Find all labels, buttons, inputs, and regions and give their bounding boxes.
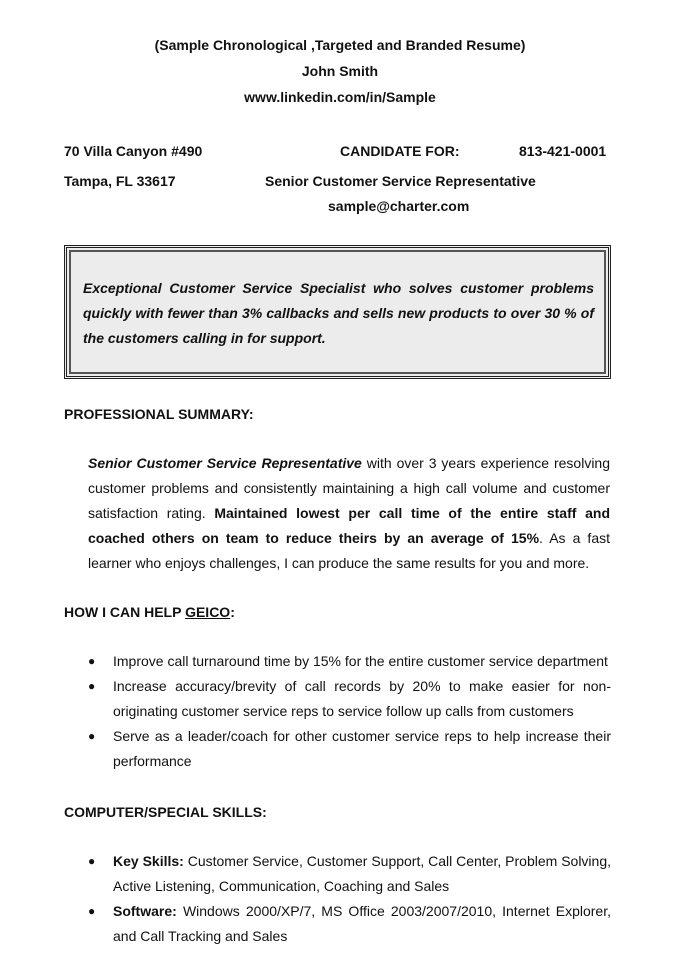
summary-text-2: . As a fast learner who enjoys challenges, I can produce the same results for you and more. (88, 530, 610, 571)
bullet-icon: ● (88, 729, 96, 743)
candidate-for-label: CANDIDATE FOR: (340, 143, 460, 159)
list-item (88, 649, 611, 674)
help-company-name: GEICO (185, 604, 231, 620)
target-role: Senior Customer Service Representative (265, 173, 536, 189)
bullet-icon: ● (88, 904, 96, 918)
skill-label: Software: (113, 903, 177, 919)
summary-text-1: with over 3 years experience resolving customer problems and consistently maintaining a high call volume and customer satisfaction rating. (88, 455, 611, 521)
help-item-text: Improve call turnaround time by 15% for the entire customer service department (113, 653, 608, 669)
skill-text: Customer Service, Customer Support, Call Center, Problem Solving, Active Listening, Communication, Coaching and Sales (113, 853, 611, 894)
list-item (88, 899, 611, 949)
list-item (88, 724, 611, 774)
bullet-icon: ● (88, 679, 96, 693)
professional-summary-title: PROFESSIONAL SUMMARY: (64, 406, 254, 422)
help-title-prefix: HOW I CAN HELP (64, 604, 186, 620)
address-line2: Tampa, FL 33617 (64, 173, 176, 189)
linkedin-url[interactable]: www.linkedin.com/in/Sample (244, 89, 436, 105)
branding-statement: Exceptional Customer Service Specialist who solves customer problems quickly with fewer than 3% callbacks and sells new products to over 30 % of the customers calling in for support. (83, 280, 594, 346)
address-line1: 70 Villa Canyon #490 (64, 143, 203, 159)
email-address[interactable]: sample@charter.com (328, 198, 470, 214)
summary-highlight: Maintained lowest per call time of the entire staff and coached others on team to reduce theirs by an average of 15% (88, 505, 610, 546)
bullet-icon: ● (88, 654, 96, 668)
resume-subtitle: (Sample Chronological ,Targeted and Branded Resume) (154, 37, 526, 53)
phone-number: 813-421-0001 (519, 143, 607, 159)
help-section-title (64, 604, 235, 620)
bullet-icon: ● (88, 854, 96, 868)
skills-section-title: COMPUTER/SPECIAL SKILLS: (64, 804, 267, 820)
skills-list (88, 849, 611, 949)
branding-statement-box (64, 245, 611, 379)
help-title-suffix: : (230, 604, 235, 620)
help-item-text: Increase accuracy/brevity of call records by 20% to make easier for non-originating customer service reps to service follow up calls from customers (113, 678, 611, 719)
list-item (88, 674, 611, 724)
summary-lead: Senior Customer Service Representative (88, 455, 362, 471)
list-item (88, 849, 611, 899)
candidate-name: John Smith (301, 63, 379, 79)
professional-summary-text (88, 451, 610, 576)
help-item-text: Serve as a leader/coach for other customer service reps to help increase their performance (113, 728, 611, 769)
help-list (88, 649, 611, 774)
skill-text: Windows 2000/XP/7, MS Office 2003/2007/2010, Internet Explorer, and Call Tracking and Sales (113, 903, 611, 944)
skill-label: Key Skills: (113, 853, 184, 869)
